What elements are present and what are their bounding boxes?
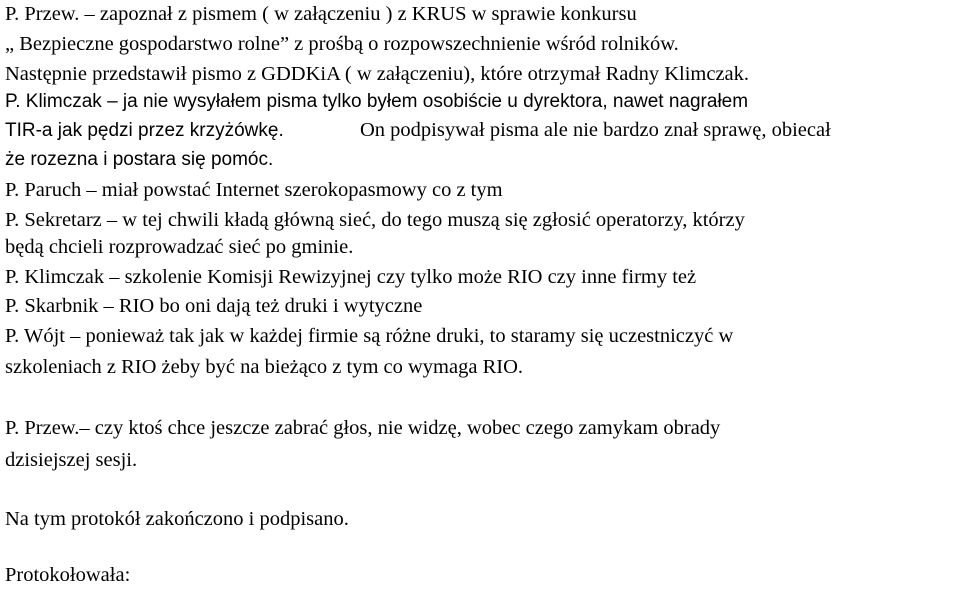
text-line: że rozezna i postara się pomóc.	[5, 149, 274, 170]
text-line: P. Przew. – zapoznał z pismem ( w załączeniu ) z KRUS w sprawie konkursu	[5, 3, 637, 25]
text-line: będą chcieli rozprowadzać sieć po gminie.	[5, 236, 354, 258]
text-line: „ Bezpieczne gospodarstwo rolne” z prośbą o rozpowszechnienie wśród rolników.	[5, 33, 679, 55]
text-line: P. Wójt – ponieważ tak jak w każdej firmie są różne druki, to staramy się uczestniczyć w	[5, 325, 734, 347]
text-line: P. Skarbnik – RIO bo oni dają też druki i wytyczne	[5, 295, 423, 317]
text-line: Na tym protokół zakończono i podpisano.	[5, 508, 349, 530]
text-line: P. Paruch – miał powstać Internet szerokopasmowy co z tym	[5, 179, 503, 201]
text-line: On podpisywał pisma ale nie bardzo znał sprawę, obiecał	[360, 119, 831, 141]
text-line: Następnie przedstawił pismo z GDDKiA ( w załączeniu), które otrzymał Radny Klimczak.	[5, 63, 750, 85]
text-line: dzisiejszej sesji.	[5, 449, 138, 471]
text-line: szkoleniach z RIO żeby być na bieżąco z tym co wymaga RIO.	[5, 356, 523, 378]
text-line: Protokołowała:	[5, 564, 131, 586]
text-line: P. Klimczak – ja nie wysyłałem pisma tylko byłem osobiście u dyrektora, nawet nagrałem	[5, 91, 749, 112]
text-line: P. Sekretarz – w tej chwili kładą główną sieć, do tego muszą się zgłosić operatorzy, którzy	[5, 209, 745, 231]
text-line: P. Przew.– czy ktoś chce jeszcze zabrać głos, nie widzę, wobec czego zamykam obrady	[5, 417, 721, 439]
text-line: P. Klimczak – szkolenie Komisji Rewizyjnej czy tylko może RIO czy inne firmy też	[5, 266, 697, 288]
text-line: TIR-a jak pędzi przez krzyżówkę.	[5, 120, 284, 141]
